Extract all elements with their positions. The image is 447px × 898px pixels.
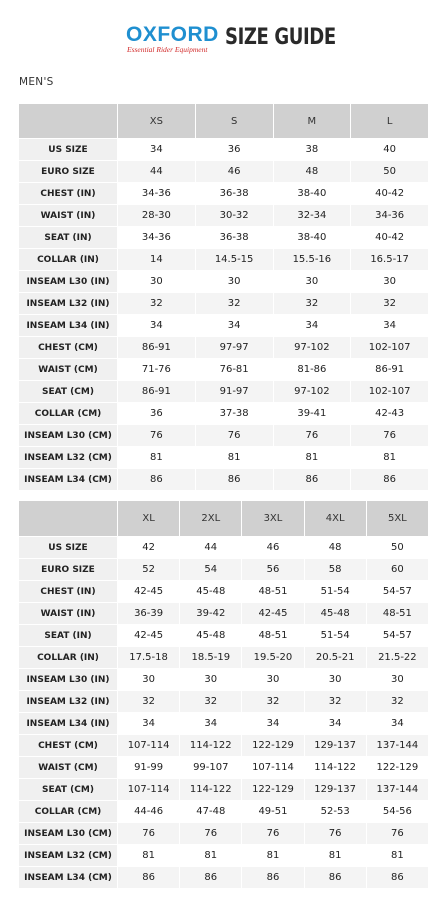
size-value-cell: 32 xyxy=(118,293,196,315)
size-value-cell: 81 xyxy=(242,845,304,867)
size-value-cell: 34 xyxy=(366,713,428,735)
table-row xyxy=(19,581,429,603)
table-row xyxy=(19,801,429,823)
size-value-cell: 46 xyxy=(195,161,273,183)
size-value-cell: 86 xyxy=(118,867,180,889)
size-value-cell: 17.5-18 xyxy=(118,647,180,669)
size-value-cell: 86 xyxy=(273,469,351,491)
size-value-cell: 30 xyxy=(118,669,180,691)
size-value-cell: 48 xyxy=(273,161,351,183)
table-row xyxy=(19,293,429,315)
size-value-cell: 48-51 xyxy=(242,581,304,603)
table-row xyxy=(19,867,429,889)
table-row xyxy=(19,381,429,403)
size-value-cell: 49-51 xyxy=(242,801,304,823)
size-value-cell: 14 xyxy=(118,249,196,271)
size-value-cell: 42 xyxy=(118,537,180,559)
size-value-cell: 42-45 xyxy=(118,581,180,603)
size-value-cell: 19.5-20 xyxy=(242,647,304,669)
size-value-cell: 34-36 xyxy=(118,183,196,205)
table-row xyxy=(19,161,429,183)
table-row xyxy=(19,647,429,669)
size-value-cell: 102-107 xyxy=(351,337,429,359)
size-value-cell: 40-42 xyxy=(351,183,429,205)
size-table-large xyxy=(18,500,429,889)
row-label: INSEAM L32 (IN) xyxy=(19,293,118,315)
table-row xyxy=(19,315,429,337)
size-value-cell: 32 xyxy=(351,293,429,315)
row-label: COLLAR (CM) xyxy=(19,403,118,425)
column-header: 3XL xyxy=(242,501,304,537)
row-label: INSEAM L30 (CM) xyxy=(19,823,118,845)
size-value-cell: 36 xyxy=(118,403,196,425)
row-label: US SIZE xyxy=(19,537,118,559)
size-value-cell: 39-41 xyxy=(273,403,351,425)
size-value-cell: 45-48 xyxy=(304,603,366,625)
table-row xyxy=(19,139,429,161)
column-header: XS xyxy=(118,104,196,139)
size-value-cell: 81 xyxy=(195,447,273,469)
size-value-cell: 34 xyxy=(242,713,304,735)
size-value-cell: 34 xyxy=(304,713,366,735)
table-row xyxy=(19,271,429,293)
size-value-cell: 15.5-16 xyxy=(273,249,351,271)
size-value-cell: 32 xyxy=(195,293,273,315)
table-row xyxy=(19,845,429,867)
row-label: WAIST (CM) xyxy=(19,359,118,381)
table-row xyxy=(19,249,429,271)
size-value-cell: 45-48 xyxy=(180,625,242,647)
row-label: SEAT (CM) xyxy=(19,381,118,403)
size-value-cell: 52-53 xyxy=(304,801,366,823)
size-value-cell: 40 xyxy=(351,139,429,161)
table-row xyxy=(19,537,429,559)
size-value-cell: 30 xyxy=(273,271,351,293)
row-label: INSEAM L34 (CM) xyxy=(19,469,118,491)
size-value-cell: 44 xyxy=(180,537,242,559)
size-value-cell: 30 xyxy=(366,669,428,691)
size-value-cell: 71-76 xyxy=(118,359,196,381)
size-value-cell: 51-54 xyxy=(304,625,366,647)
size-value-cell: 60 xyxy=(366,559,428,581)
size-value-cell: 30 xyxy=(118,271,196,293)
table-row xyxy=(19,691,429,713)
size-value-cell: 86 xyxy=(366,867,428,889)
size-value-cell: 107-114 xyxy=(118,779,180,801)
size-value-cell: 54-56 xyxy=(366,801,428,823)
row-label: COLLAR (IN) xyxy=(19,249,118,271)
table-header-row xyxy=(19,501,429,537)
size-value-cell: 81 xyxy=(118,447,196,469)
size-value-cell: 16.5-17 xyxy=(351,249,429,271)
size-value-cell: 86-91 xyxy=(351,359,429,381)
header-corner-cell xyxy=(19,104,118,139)
table-row xyxy=(19,359,429,381)
size-value-cell: 30 xyxy=(242,669,304,691)
row-label: US SIZE xyxy=(19,139,118,161)
size-value-cell: 32 xyxy=(304,691,366,713)
size-value-cell: 34 xyxy=(195,315,273,337)
row-label: WAIST (IN) xyxy=(19,205,118,227)
table-row xyxy=(19,603,429,625)
section-label: MEN'S xyxy=(19,76,54,88)
size-value-cell: 44-46 xyxy=(118,801,180,823)
size-value-cell: 102-107 xyxy=(351,381,429,403)
size-value-cell: 91-97 xyxy=(195,381,273,403)
size-value-cell: 76-81 xyxy=(195,359,273,381)
size-value-cell: 38-40 xyxy=(273,227,351,249)
size-value-cell: 36-38 xyxy=(195,183,273,205)
size-value-cell: 81 xyxy=(180,845,242,867)
table-row xyxy=(19,559,429,581)
size-value-cell: 107-114 xyxy=(242,757,304,779)
table-row xyxy=(19,735,429,757)
size-value-cell: 81-86 xyxy=(273,359,351,381)
column-header: 4XL xyxy=(304,501,366,537)
size-value-cell: 37-38 xyxy=(195,403,273,425)
size-value-cell: 44 xyxy=(118,161,196,183)
size-value-cell: 97-102 xyxy=(273,381,351,403)
size-value-cell: 129-137 xyxy=(304,735,366,757)
row-label: EURO SIZE xyxy=(19,161,118,183)
size-value-cell: 76 xyxy=(242,823,304,845)
row-label: INSEAM L34 (IN) xyxy=(19,315,118,337)
size-value-cell: 42-43 xyxy=(351,403,429,425)
size-value-cell: 81 xyxy=(304,845,366,867)
size-value-cell: 114-122 xyxy=(180,735,242,757)
column-header: 2XL xyxy=(180,501,242,537)
size-value-cell: 86 xyxy=(118,469,196,491)
row-label: INSEAM L32 (CM) xyxy=(19,845,118,867)
size-value-cell: 39-42 xyxy=(180,603,242,625)
size-value-cell: 114-122 xyxy=(304,757,366,779)
size-value-cell: 129-137 xyxy=(304,779,366,801)
table-header-row xyxy=(19,104,429,139)
brand-tagline: Essential Rider Equipment xyxy=(127,45,208,54)
size-value-cell: 86 xyxy=(195,469,273,491)
size-value-cell: 48-51 xyxy=(366,603,428,625)
table-row xyxy=(19,757,429,779)
size-value-cell: 76 xyxy=(118,425,196,447)
size-value-cell: 52 xyxy=(118,559,180,581)
size-value-cell: 122-129 xyxy=(242,779,304,801)
table-row xyxy=(19,337,429,359)
row-label: WAIST (IN) xyxy=(19,603,118,625)
row-label: INSEAM L30 (IN) xyxy=(19,669,118,691)
row-label: INSEAM L34 (CM) xyxy=(19,867,118,889)
size-value-cell: 76 xyxy=(273,425,351,447)
size-value-cell: 38-40 xyxy=(273,183,351,205)
page-header xyxy=(0,22,447,62)
size-value-cell: 86 xyxy=(180,867,242,889)
table-row xyxy=(19,227,429,249)
size-value-cell: 34 xyxy=(118,315,196,337)
size-value-cell: 34 xyxy=(273,315,351,337)
size-value-cell: 107-114 xyxy=(118,735,180,757)
size-value-cell: 32 xyxy=(180,691,242,713)
table-row xyxy=(19,779,429,801)
size-value-cell: 34 xyxy=(118,713,180,735)
size-value-cell: 32 xyxy=(118,691,180,713)
size-value-cell: 30 xyxy=(180,669,242,691)
size-value-cell: 86-91 xyxy=(118,337,196,359)
size-value-cell: 56 xyxy=(242,559,304,581)
table-row xyxy=(19,403,429,425)
size-value-cell: 137-144 xyxy=(366,779,428,801)
row-label: CHEST (CM) xyxy=(19,735,118,757)
size-value-cell: 42-45 xyxy=(118,625,180,647)
table-row xyxy=(19,469,429,491)
size-value-cell: 30 xyxy=(351,271,429,293)
row-label: CHEST (CM) xyxy=(19,337,118,359)
size-value-cell: 40-42 xyxy=(351,227,429,249)
size-value-cell: 38 xyxy=(273,139,351,161)
row-label: COLLAR (IN) xyxy=(19,647,118,669)
row-label: INSEAM L34 (IN) xyxy=(19,713,118,735)
size-value-cell: 76 xyxy=(180,823,242,845)
table-row xyxy=(19,669,429,691)
row-label: COLLAR (CM) xyxy=(19,801,118,823)
table-row xyxy=(19,183,429,205)
size-value-cell: 76 xyxy=(118,823,180,845)
size-value-cell: 30-32 xyxy=(195,205,273,227)
size-value-cell: 47-48 xyxy=(180,801,242,823)
brand-wordmark: OXFORD xyxy=(126,23,219,46)
size-value-cell: 76 xyxy=(304,823,366,845)
size-value-cell: 81 xyxy=(366,845,428,867)
size-value-cell: 137-144 xyxy=(366,735,428,757)
size-value-cell: 54-57 xyxy=(366,581,428,603)
size-value-cell: 34-36 xyxy=(118,227,196,249)
column-header: XL xyxy=(118,501,180,537)
column-header: S xyxy=(195,104,273,139)
size-value-cell: 42-45 xyxy=(242,603,304,625)
row-label: WAIST (CM) xyxy=(19,757,118,779)
size-value-cell: 122-129 xyxy=(242,735,304,757)
row-label: CHEST (IN) xyxy=(19,183,118,205)
size-value-cell: 114-122 xyxy=(180,779,242,801)
size-value-cell: 54-57 xyxy=(366,625,428,647)
size-value-cell: 58 xyxy=(304,559,366,581)
size-value-cell: 97-102 xyxy=(273,337,351,359)
row-label: SEAT (IN) xyxy=(19,227,118,249)
size-value-cell: 34-36 xyxy=(351,205,429,227)
size-value-cell: 50 xyxy=(366,537,428,559)
size-value-cell: 34 xyxy=(118,139,196,161)
size-value-cell: 28-30 xyxy=(118,205,196,227)
header-corner-cell xyxy=(19,501,118,537)
row-label: EURO SIZE xyxy=(19,559,118,581)
size-value-cell: 51-54 xyxy=(304,581,366,603)
column-header: 5XL xyxy=(366,501,428,537)
row-label: INSEAM L32 (CM) xyxy=(19,447,118,469)
size-value-cell: 32-34 xyxy=(273,205,351,227)
column-header: M xyxy=(273,104,351,139)
page-title: SIZE GUIDE xyxy=(225,25,336,50)
table-row xyxy=(19,447,429,469)
table-row xyxy=(19,625,429,647)
table-row xyxy=(19,425,429,447)
row-label: SEAT (IN) xyxy=(19,625,118,647)
column-header: L xyxy=(351,104,429,139)
size-value-cell: 21.5-22 xyxy=(366,647,428,669)
size-value-cell: 97-97 xyxy=(195,337,273,359)
table-row xyxy=(19,823,429,845)
size-value-cell: 86 xyxy=(304,867,366,889)
size-value-cell: 81 xyxy=(351,447,429,469)
size-value-cell: 32 xyxy=(366,691,428,713)
size-value-cell: 36 xyxy=(195,139,273,161)
size-value-cell: 99-107 xyxy=(180,757,242,779)
size-value-cell: 86 xyxy=(351,469,429,491)
size-value-cell: 76 xyxy=(195,425,273,447)
size-value-cell: 81 xyxy=(273,447,351,469)
size-value-cell: 18.5-19 xyxy=(180,647,242,669)
size-value-cell: 76 xyxy=(351,425,429,447)
size-value-cell: 48 xyxy=(304,537,366,559)
table-row xyxy=(19,713,429,735)
row-label: SEAT (CM) xyxy=(19,779,118,801)
size-value-cell: 20.5-21 xyxy=(304,647,366,669)
size-value-cell: 48-51 xyxy=(242,625,304,647)
size-value-cell: 54 xyxy=(180,559,242,581)
size-value-cell: 50 xyxy=(351,161,429,183)
size-value-cell: 45-48 xyxy=(180,581,242,603)
row-label: INSEAM L30 (CM) xyxy=(19,425,118,447)
size-value-cell: 34 xyxy=(180,713,242,735)
size-value-cell: 46 xyxy=(242,537,304,559)
size-value-cell: 14.5-15 xyxy=(195,249,273,271)
size-value-cell: 91-99 xyxy=(118,757,180,779)
size-value-cell: 86 xyxy=(242,867,304,889)
size-value-cell: 36-39 xyxy=(118,603,180,625)
size-value-cell: 86-91 xyxy=(118,381,196,403)
table-row xyxy=(19,205,429,227)
row-label: CHEST (IN) xyxy=(19,581,118,603)
size-value-cell: 32 xyxy=(273,293,351,315)
row-label: INSEAM L30 (IN) xyxy=(19,271,118,293)
row-label: INSEAM L32 (IN) xyxy=(19,691,118,713)
size-value-cell: 122-129 xyxy=(366,757,428,779)
oxford-logo xyxy=(126,24,218,58)
size-table-small xyxy=(18,103,429,491)
size-value-cell: 36-38 xyxy=(195,227,273,249)
size-value-cell: 34 xyxy=(351,315,429,337)
size-value-cell: 81 xyxy=(118,845,180,867)
size-value-cell: 76 xyxy=(366,823,428,845)
size-value-cell: 32 xyxy=(242,691,304,713)
size-value-cell: 30 xyxy=(195,271,273,293)
size-value-cell: 30 xyxy=(304,669,366,691)
